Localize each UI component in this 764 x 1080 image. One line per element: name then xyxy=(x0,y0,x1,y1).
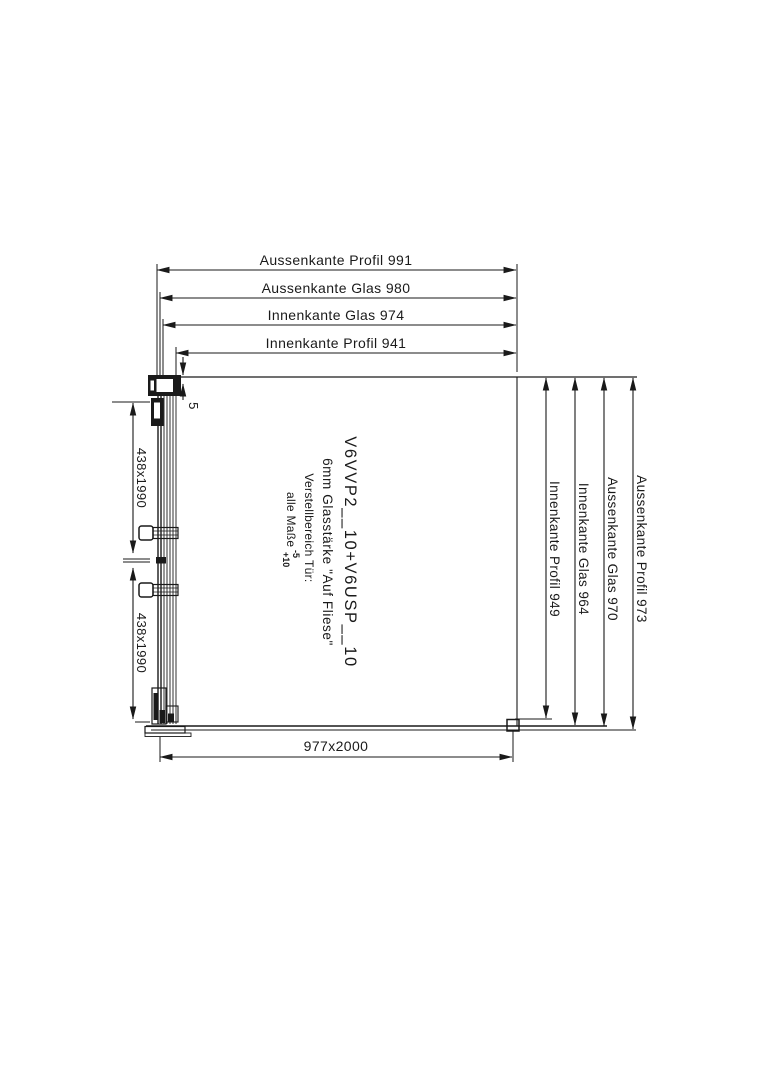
bracket-side-fill xyxy=(168,714,174,723)
dimension-label-top-4: Innenkante Profil 941 xyxy=(265,335,407,351)
bracket-fill xyxy=(154,693,159,720)
hinge-knuckle xyxy=(139,583,153,597)
annotation-model-code: V6VVP2__10+V6USP__10 xyxy=(341,436,359,668)
hinge-plate xyxy=(153,528,178,539)
glass-panel-outline xyxy=(146,377,637,730)
dimension-label-left-2: 438x1990 xyxy=(134,612,149,674)
gap-dimension-group xyxy=(183,357,201,410)
dimension-label-right-4: Aussenkante Profil 973 xyxy=(634,475,649,623)
dimension-label-left-1: 438x1990 xyxy=(134,447,149,509)
dimension-label-bottom: 977x2000 xyxy=(303,738,369,754)
floor-bracket-bottom-left xyxy=(145,688,191,737)
dimension-label-top-3: Innenkante Glas 974 xyxy=(267,307,405,323)
dimension-label-top-2: Aussenkante Glas 980 xyxy=(261,280,411,296)
annotation-tolerance-lower: +10 xyxy=(281,552,291,568)
dimension-label-right-2: Innenkante Glas 964 xyxy=(576,482,591,616)
dimension-label-gap: 5 xyxy=(186,402,201,410)
profile-slot xyxy=(151,381,155,391)
top-dimension-group xyxy=(157,252,517,376)
profile-clamp-slot xyxy=(154,403,160,419)
dimension-label-top-1: Aussenkante Profil 991 xyxy=(259,252,413,268)
annotation-tolerance-group xyxy=(281,492,301,567)
annotation-tolerance-upper: -5 xyxy=(291,550,301,559)
hinge-plate xyxy=(153,585,178,596)
left-dimension-group xyxy=(112,402,150,722)
center-annotation xyxy=(281,436,359,668)
right-dimension-group xyxy=(515,378,649,729)
dimension-label-right-3: Aussenkante Glas 970 xyxy=(605,477,620,621)
dimension-label-right-1: Innenkante Profil 949 xyxy=(547,481,562,617)
profile-channel xyxy=(157,379,174,392)
glass-clamp-mid xyxy=(156,557,166,564)
hinge-knuckle xyxy=(139,526,153,540)
annotation-adjustment: Verstellbereich Tür: xyxy=(302,473,316,583)
bottom-dimension-group xyxy=(160,731,513,762)
annotation-glass-spec: 6mm Glasstärke "Auf Fliese" xyxy=(320,458,335,646)
annotation-tolerance-label: alle Maße xyxy=(284,492,298,548)
bracket-fill xyxy=(160,710,166,723)
